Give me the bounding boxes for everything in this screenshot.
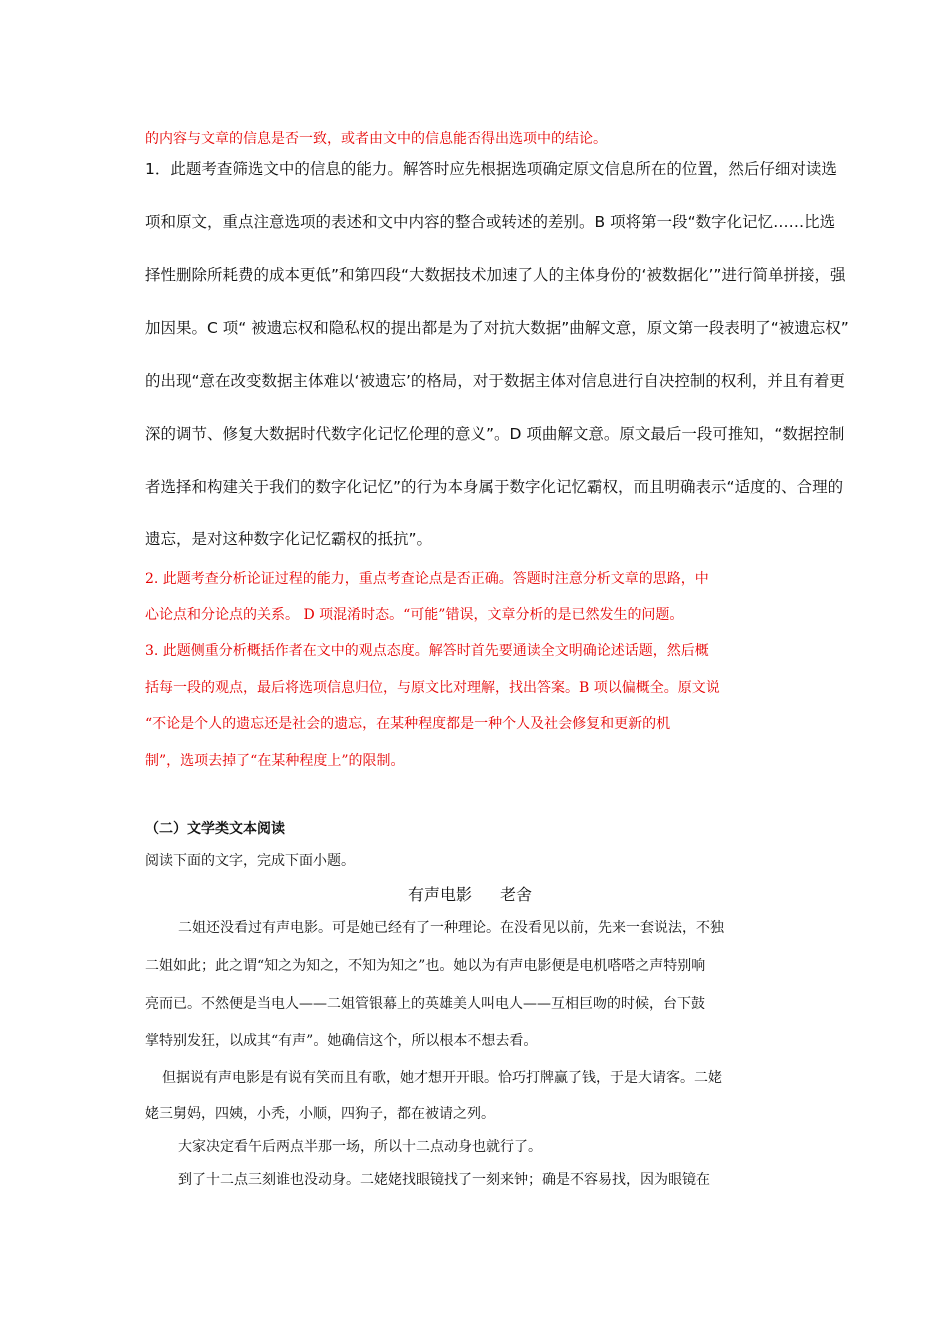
section-heading: （二）文学类文本阅读	[145, 821, 285, 837]
q3-line: 括每一段的观点，最后将选项信息归位，与原文比对理解，找出答案。B 项以偏概全。原文说	[145, 680, 720, 696]
q1-line: 深的调节、修复大数据时代数字化记忆伦理的意义”。D 项曲解文意。原文最后一段可推知，“数据控制	[145, 425, 845, 443]
q2-line: 心论点和分论点的关系。 D 项混淆时态。“可能”错误，文章分析的是已然发生的问题。	[145, 607, 684, 623]
q1-line: 择性删除所耗费的成本更低”和第四段“大数据技术加速了人的主体身份的‘被数据化’”进行简单拼接，强	[145, 266, 846, 284]
story-line: 掌特别发狂，以成其“有声”。她确信这个，所以根本不想去看。	[145, 1033, 538, 1049]
q3-line: 制”，选项去掉了“在某种程度上”的限制。	[145, 753, 405, 769]
story-title-line	[408, 882, 532, 905]
q3-line: “不论是个人的遗忘还是社会的遗忘，在某种程度都是一种个人及社会修复和更新的机	[145, 716, 671, 732]
story-line: 亮而已。不然便是当电人——二姐管银幕上的英雄美人叫电人——互相巨吻的时候，台下鼓	[145, 996, 705, 1012]
story-line: 姥三舅妈，四姨，小秃，小顺，四狗子，都在被请之列。	[145, 1106, 495, 1122]
q3-line: 3. 此题侧重分析概括作者在文中的观点态度。解答时首先要通读全文明确论述话题，然后概	[145, 643, 709, 659]
story-line: 到了十二点三刻谁也没动身。二姥姥找眼镜找了一刻来钟；确是不容易找，因为眼镜在	[178, 1172, 710, 1188]
q1-line: 项和原文，重点注意选项的表述和文中内容的整合或转述的差别。B 项将第一段“数字化记忆……比选	[145, 213, 836, 231]
q1-line: 1．此题考查筛选文中的信息的能力。解答时应先根据选项确定原文信息所在的位置，然后仔细对读选	[145, 160, 837, 178]
q1-line: 遗忘，是对这种数字化记忆霸权的抵抗”。	[145, 530, 433, 548]
q1-line: 的出现“意在改变数据主体难以‘被遗忘’的格局，对于数据主体对信息进行自决控制的权利，并且有着更	[145, 372, 845, 390]
story-line: 二姐如此；此之谓“知之为知之，不知为知之”也。她以为有声电影便是电机嗒嗒之声特别响	[145, 958, 706, 974]
story-author: 老舍	[500, 885, 533, 904]
story-title: 有声电影	[408, 885, 473, 904]
section-instruction: 阅读下面的文字，完成下面小题。	[145, 853, 355, 869]
q2-line: 2. 此题考查分析论证过程的能力，重点考查论点是否正确。答题时注意分析文章的思路，中	[145, 571, 709, 587]
answer-intro-line: 的内容与文章的信息是否一致，或者由文中的信息能否得出选项中的结论。	[145, 131, 607, 147]
story-line: 大家决定看午后两点半那一场，所以十二点动身也就行了。	[178, 1139, 542, 1155]
q1-line: 加因果。C 项“ 被遗忘权和隐私权的提出都是为了对抗大数据”曲解文意，原文第一段表明了“被遗忘权”	[145, 319, 849, 337]
story-line: 二姐还没看过有声电影。可是她已经有了一种理论。在没看见以前，先来一套说法，不独	[178, 920, 724, 936]
story-line: 但据说有声电影是有说有笑而且有歌，她才想开开眼。恰巧打牌赢了钱，于是大请客。二姥	[162, 1070, 722, 1086]
q1-line: 者选择和构建关于我们的数字化记忆”的行为本身属于数字化记忆霸权，而且明确表示“适度的、合理的	[145, 478, 844, 496]
